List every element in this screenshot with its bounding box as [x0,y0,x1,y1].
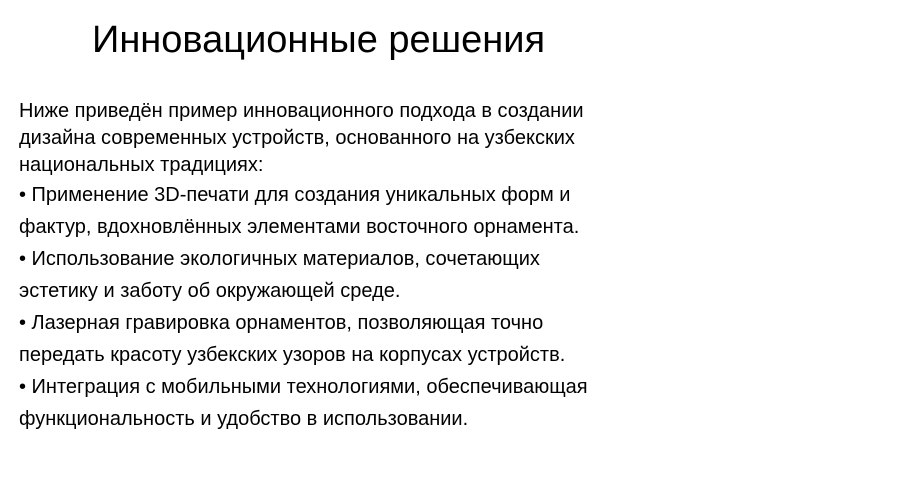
intro-line: национальных традициях: [19,154,264,176]
slide-title: Инновационные решения [92,19,546,61]
bullet-line: функциональность и удобство в использовании. [19,408,469,430]
slide-body [19,98,659,435]
bullet-line: • Использование экологичных материалов, сочетающих [19,248,540,270]
bullet-line: передать красоту узбекских узоров на корпусах устройств. [19,344,566,366]
intro-line: дизайна современных устройств, основанного на узбекских [19,127,575,149]
bullet-line: • Интеграция с мобильными технологиями, обеспечивающая [19,376,588,398]
intro-line: Ниже приведён пример инновационного подхода в создании [19,100,584,122]
bullet-line: • Лазерная гравировка орнаментов, позволяющая точно [19,312,544,334]
bullet-line: • Применение 3D-печати для создания уникальных форм и [19,184,571,206]
bullet-line: фактур, вдохновлённых элементами восточного орнамента. [19,216,580,238]
bullet-line: эстетику и заботу об окружающей среде. [19,280,401,302]
